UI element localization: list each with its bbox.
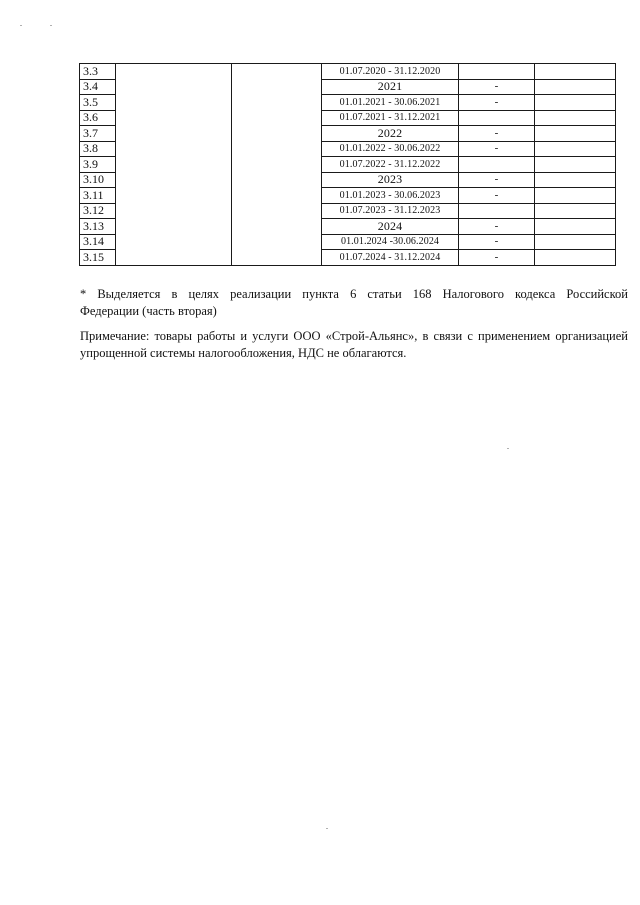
value-cell [459,110,535,126]
scan-speck [507,448,509,449]
value-cell [459,203,535,219]
note-line-1: Примечание: товары работы и услуги ООО «Строй-Альянс», в связи с применением организацией [80,329,628,343]
note-line-2: упрощенной системы налогообложения, НДС не облагаются. [80,346,407,360]
empty-cell [535,126,616,142]
value-cell: - [459,95,535,111]
empty-cell [535,79,616,95]
row-number-cell: 3.8 [80,141,116,157]
period-cell: 01.01.2022 - 30.06.2022 [322,141,459,157]
empty-cell [535,157,616,173]
period-cell: 01.01.2024 -30.06.2024 [322,234,459,250]
footnote-line-2: Федерации (часть вторая) [80,304,217,318]
period-cell: 01.01.2021 - 30.06.2021 [322,95,459,111]
row-number-cell: 3.3 [80,64,116,80]
row-number-cell: 3.4 [80,79,116,95]
period-cell: 01.07.2020 - 31.12.2020 [322,64,459,80]
value-cell: - [459,234,535,250]
value-cell [459,157,535,173]
value-cell: - [459,219,535,235]
value-cell: - [459,250,535,266]
value-cell: - [459,126,535,142]
scan-speck [326,828,328,829]
row-number-cell: 3.5 [80,95,116,111]
empty-cell [535,172,616,188]
row-number-cell: 3.13 [80,219,116,235]
scan-speck [50,25,52,26]
merged-empty-cell [116,64,232,266]
row-number-cell: 3.10 [80,172,116,188]
footnote-line-1: * Выделяется в целях реализации пункта 6 статьи 168 Налогового кодекса Российской [80,287,628,301]
empty-cell [535,250,616,266]
row-number-cell: 3.15 [80,250,116,266]
period-cell: 01.07.2021 - 31.12.2021 [322,110,459,126]
row-number-cell: 3.9 [80,157,116,173]
row-number-cell: 3.14 [80,234,116,250]
year-cell: 2021 [322,79,459,95]
period-cell: 01.07.2022 - 31.12.2022 [322,157,459,173]
row-number-cell: 3.7 [80,126,116,142]
footnote [80,286,628,320]
empty-cell [535,188,616,204]
row-number-cell: 3.12 [80,203,116,219]
empty-cell [535,234,616,250]
value-cell: - [459,141,535,157]
year-cell: 2024 [322,219,459,235]
value-cell: - [459,188,535,204]
period-cell: 01.01.2023 - 30.06.2023 [322,188,459,204]
empty-cell [535,110,616,126]
period-cell: 01.07.2024 - 31.12.2024 [322,250,459,266]
empty-cell [535,64,616,80]
merged-empty-cell [232,64,322,266]
year-cell: 2022 [322,126,459,142]
empty-cell [535,203,616,219]
value-cell: - [459,172,535,188]
row-number-cell: 3.11 [80,188,116,204]
tariff-table [79,63,616,266]
tariff-table-body [80,64,616,266]
row-number-cell: 3.6 [80,110,116,126]
empty-cell [535,95,616,111]
scan-speck [20,25,22,26]
value-cell: - [459,79,535,95]
note [80,328,628,362]
table-row [80,64,616,80]
value-cell [459,64,535,80]
empty-cell [535,219,616,235]
period-cell: 01.07.2023 - 31.12.2023 [322,203,459,219]
empty-cell [535,141,616,157]
year-cell: 2023 [322,172,459,188]
